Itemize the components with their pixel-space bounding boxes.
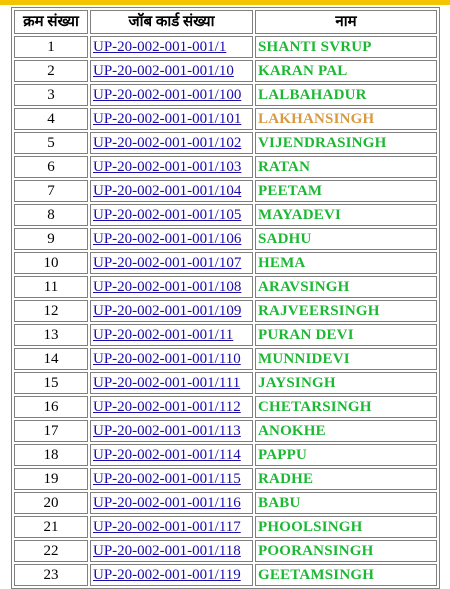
job-card-link[interactable]: UP-20-002-001-001/102 <box>93 135 242 151</box>
name-cell: BABU <box>255 492 437 514</box>
job-card-cell <box>90 276 253 298</box>
table-row <box>14 372 437 394</box>
header-job-card-number: जॉब कार्ड संख्या <box>90 10 253 34</box>
serial-number-cell: 1 <box>14 36 88 58</box>
job-card-link[interactable]: UP-20-002-001-001/112 <box>93 399 241 415</box>
serial-number-cell: 4 <box>14 108 88 130</box>
job-card-cell <box>90 84 253 106</box>
job-card-link[interactable]: UP-20-002-001-001/119 <box>93 567 241 583</box>
serial-number-cell: 12 <box>14 300 88 322</box>
job-card-link[interactable]: UP-20-002-001-001/115 <box>93 471 241 487</box>
table-row <box>14 396 437 418</box>
job-card-link[interactable]: UP-20-002-001-001/117 <box>93 519 241 535</box>
table-row <box>14 324 437 346</box>
job-card-link[interactable]: UP-20-002-001-001/11 <box>93 327 234 343</box>
name-cell: HEMA <box>255 252 437 274</box>
table-row <box>14 276 437 298</box>
job-card-cell <box>90 564 253 586</box>
job-card-link[interactable]: UP-20-002-001-001/116 <box>93 495 241 511</box>
name-cell: SHANTI SVRUP <box>255 36 437 58</box>
name-cell: RATAN <box>255 156 437 178</box>
serial-number-cell: 22 <box>14 540 88 562</box>
serial-number-cell: 10 <box>14 252 88 274</box>
job-card-cell <box>90 180 253 202</box>
job-card-table-container <box>11 7 440 589</box>
job-card-link[interactable]: UP-20-002-001-001/113 <box>93 423 241 439</box>
table-row <box>14 108 437 130</box>
name-cell: PAPPU <box>255 444 437 466</box>
job-card-link[interactable]: UP-20-002-001-001/10 <box>93 63 234 79</box>
job-card-cell <box>90 36 253 58</box>
job-card-cell <box>90 516 253 538</box>
name-cell: PHOOLSINGH <box>255 516 437 538</box>
job-card-cell <box>90 468 253 490</box>
job-card-cell <box>90 372 253 394</box>
job-card-table <box>11 7 440 589</box>
table-row <box>14 204 437 226</box>
header-serial-number: क्रम संख्या <box>14 10 88 34</box>
serial-number-cell: 7 <box>14 180 88 202</box>
serial-number-cell: 14 <box>14 348 88 370</box>
job-card-cell <box>90 324 253 346</box>
job-card-cell <box>90 156 253 178</box>
table-row <box>14 420 437 442</box>
name-cell: ANOKHE <box>255 420 437 442</box>
table-row <box>14 516 437 538</box>
job-card-link[interactable]: UP-20-002-001-001/118 <box>93 543 241 559</box>
table-row <box>14 348 437 370</box>
name-cell: MUNNIDEVI <box>255 348 437 370</box>
name-cell: MAYADEVI <box>255 204 437 226</box>
serial-number-cell: 8 <box>14 204 88 226</box>
job-card-cell <box>90 60 253 82</box>
job-card-link[interactable]: UP-20-002-001-001/111 <box>93 375 241 391</box>
table-row <box>14 36 437 58</box>
name-cell: CHETARSINGH <box>255 396 437 418</box>
serial-number-cell: 3 <box>14 84 88 106</box>
job-card-link[interactable]: UP-20-002-001-001/105 <box>93 207 242 223</box>
table-row <box>14 300 437 322</box>
table-row <box>14 132 437 154</box>
table-row <box>14 540 437 562</box>
name-cell: PURAN DEVI <box>255 324 437 346</box>
table-row <box>14 252 437 274</box>
job-card-link[interactable]: UP-20-002-001-001/108 <box>93 279 242 295</box>
serial-number-cell: 19 <box>14 468 88 490</box>
serial-number-cell: 2 <box>14 60 88 82</box>
job-card-link[interactable]: UP-20-002-001-001/107 <box>93 255 242 271</box>
job-card-cell <box>90 252 253 274</box>
table-row <box>14 84 437 106</box>
name-cell: RAJVEERSINGH <box>255 300 437 322</box>
serial-number-cell: 5 <box>14 132 88 154</box>
top-accent-bar <box>0 0 450 5</box>
table-row <box>14 60 437 82</box>
serial-number-cell: 11 <box>14 276 88 298</box>
name-cell: LALBAHADUR <box>255 84 437 106</box>
job-card-link[interactable]: UP-20-002-001-001/114 <box>93 447 241 463</box>
serial-number-cell: 20 <box>14 492 88 514</box>
job-card-cell <box>90 204 253 226</box>
job-card-link[interactable]: UP-20-002-001-001/104 <box>93 183 242 199</box>
job-card-cell <box>90 132 253 154</box>
job-card-link[interactable]: UP-20-002-001-001/101 <box>93 111 242 127</box>
job-card-link[interactable]: UP-20-002-001-001/1 <box>93 39 227 55</box>
serial-number-cell: 23 <box>14 564 88 586</box>
name-cell: POORANSINGH <box>255 540 437 562</box>
serial-number-cell: 6 <box>14 156 88 178</box>
name-cell: VIJENDRASINGH <box>255 132 437 154</box>
job-card-link[interactable]: UP-20-002-001-001/103 <box>93 159 242 175</box>
table-body <box>14 36 437 586</box>
table-row <box>14 444 437 466</box>
name-cell: LAKHANSINGH <box>255 108 437 130</box>
table-row <box>14 492 437 514</box>
serial-number-cell: 16 <box>14 396 88 418</box>
table-row <box>14 156 437 178</box>
table-row <box>14 180 437 202</box>
name-cell: JAYSINGH <box>255 372 437 394</box>
serial-number-cell: 13 <box>14 324 88 346</box>
job-card-cell <box>90 420 253 442</box>
serial-number-cell: 15 <box>14 372 88 394</box>
job-card-cell <box>90 444 253 466</box>
table-header-row <box>14 10 437 34</box>
job-card-link[interactable]: UP-20-002-001-001/110 <box>93 351 241 367</box>
job-card-link[interactable]: UP-20-002-001-001/100 <box>93 87 242 103</box>
serial-number-cell: 21 <box>14 516 88 538</box>
name-cell: SADHU <box>255 228 437 250</box>
job-card-cell <box>90 540 253 562</box>
name-cell: KARAN PAL <box>255 60 437 82</box>
job-card-cell <box>90 108 253 130</box>
table-row <box>14 468 437 490</box>
job-card-cell <box>90 348 253 370</box>
job-card-cell <box>90 396 253 418</box>
job-card-cell <box>90 228 253 250</box>
name-cell: GEETAMSINGH <box>255 564 437 586</box>
serial-number-cell: 9 <box>14 228 88 250</box>
name-cell: RADHE <box>255 468 437 490</box>
name-cell: ARAVSINGH <box>255 276 437 298</box>
table-row <box>14 228 437 250</box>
serial-number-cell: 17 <box>14 420 88 442</box>
job-card-cell <box>90 492 253 514</box>
job-card-cell <box>90 300 253 322</box>
serial-number-cell: 18 <box>14 444 88 466</box>
table-row <box>14 564 437 586</box>
header-name: नाम <box>255 10 437 34</box>
job-card-link[interactable]: UP-20-002-001-001/109 <box>93 303 242 319</box>
job-card-link[interactable]: UP-20-002-001-001/106 <box>93 231 242 247</box>
name-cell: PEETAM <box>255 180 437 202</box>
